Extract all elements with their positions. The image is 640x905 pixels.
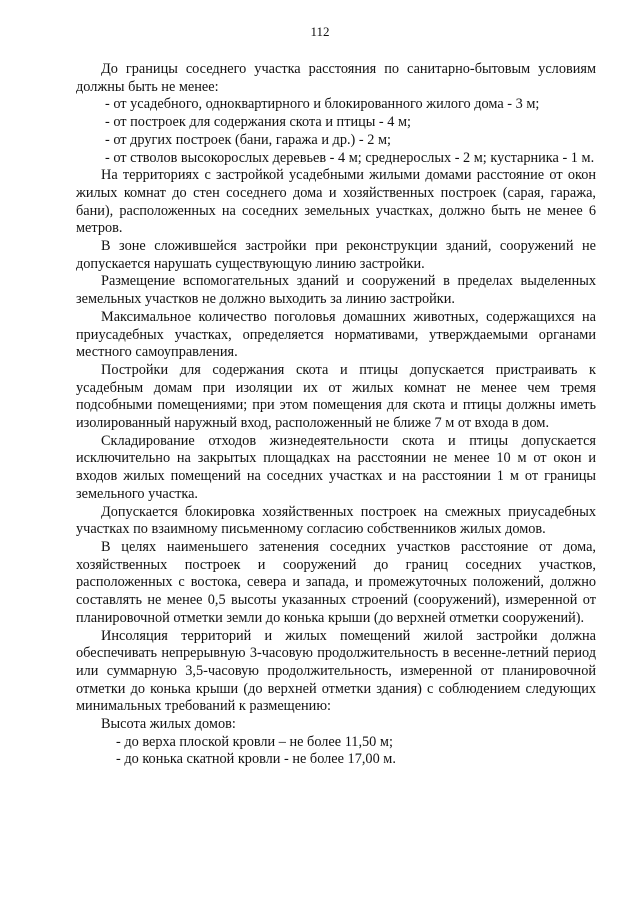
paragraph-waste-storage: Складирование отходов жизнедеятельности скота и птицы допускается исключительно на закрытых площадках на расстоянии не менее 10 м от окон и входов жилых помещений на соседних участках и на расстоянии 1 м от границы земельного участка.	[76, 432, 596, 502]
paragraph-livestock-count: Максимальное количество поголовья домашних животных, содержащихся на приусадебных участках, определяется нормативами, утверждаемыми органами местного самоуправления.	[76, 308, 596, 361]
paragraph-building-blocking: Допускается блокировка хозяйственных построек на смежных приусадебных участках по взаимному письменному согласию собственников жилых домов.	[76, 503, 596, 538]
paragraph-building-line: В зоне сложившейся застройки при реконструкции зданий, сооружений не допускается нарушать существующую линию застройки.	[76, 238, 596, 272]
paragraph-building-height-heading: Высота жилых домов:	[101, 716, 236, 733]
list-item-flat-roof-height: - до верха плоской кровли – не более 11,50 м;	[116, 733, 393, 750]
paragraph-boundary-distances-intro: До границы соседнего участка расстояния по санитарно-бытовым условиям должны быть не менее:	[76, 61, 596, 95]
page-body	[76, 61, 596, 769]
paragraph-insolation: Инсоляция территорий и жилых помещений жилой застройки должна обеспечивать непрерывную 3-часовую продолжительность в весенне-летний период или суммарную 3,5-часовую продолжительность, измеренной от планировочной отметки до конька крыши (до верхней отметки здания) с соблюдением следующих минимальных требований к размещению:	[76, 627, 596, 715]
paragraph-shading: В целях наименьшего затенения соседних участков расстояние от дома, хозяйственных построек и сооружений до границ соседних участков, расположенных с востока, севера и запада, и промежуточных положений, должно составлять не менее 0,5 высоты указанных строений (сооружений), измеренной от планировочной отметки земли до конька крыши (до верхней отметки сооружений).	[76, 538, 596, 626]
list-item-other-buildings-distance: - от других построек (бани, гаража и др.) - 2 м;	[105, 131, 391, 148]
page-number: 112	[310, 24, 330, 39]
list-item-house-distance: - от усадебного, одноквартирного и блокированного жилого дома - 3 м;	[105, 96, 540, 113]
list-item-pitched-roof-height: - до конька скатной кровли - не более 17,00 м.	[116, 751, 396, 768]
list-item-livestock-distance: - от построек для содержания скота и птицы - 4 м;	[105, 114, 412, 131]
list-item-trees-distance: - от стволов высокорослых деревьев - 4 м; среднерослых - 2 м; кустарника - 1 м.	[105, 149, 595, 166]
paragraph-window-distance: На территориях с застройкой усадебными жилыми домами расстояние от окон жилых комнат до стен соседнего дома и хозяйственных построек (сарая, гаража, бани), расположенных на соседних земельных участках, должно быть не менее 6 метров.	[76, 167, 596, 237]
paragraph-livestock-buildings: Постройки для содержания скота и птицы допускается пристраивать к усадебным домам при изоляции их от жилых комнат не менее чем тремя подсобными помещениями; при этом помещения для скота и птицы должны иметь изолированный наружный вход, расположенный не ближе 7 м от входа в дом.	[76, 361, 596, 432]
paragraph-auxiliary-buildings: Размещение вспомогательных зданий и сооружений в пределах выделенных земельных участков не должно выходить за линию застройки.	[76, 273, 596, 308]
